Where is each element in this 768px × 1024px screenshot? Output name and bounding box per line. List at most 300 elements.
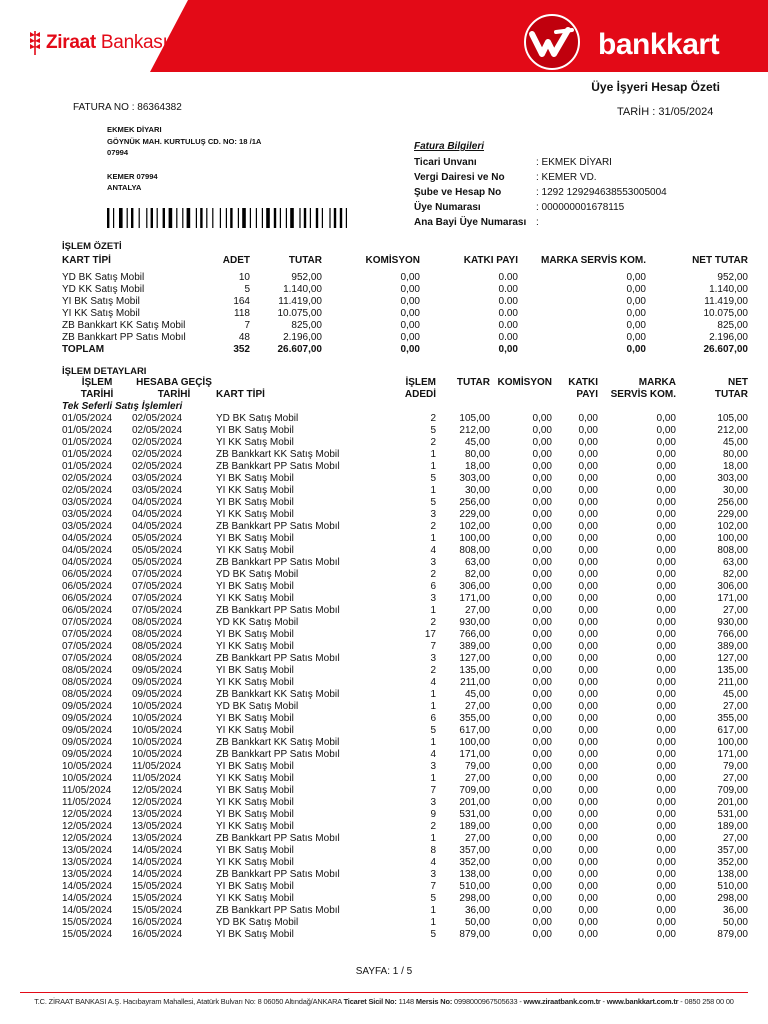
summary-row — [62, 320, 748, 332]
detail-cell: 16/05/2024 — [132, 929, 183, 940]
detail-cell: 0,00 — [656, 569, 676, 580]
detail-cell: 100,00 — [717, 533, 748, 544]
table-row — [62, 713, 748, 725]
page-title: Üye İşyeri Hesap Özeti — [591, 80, 720, 94]
detail-cell: 0,00 — [578, 425, 598, 436]
table-row — [62, 785, 748, 797]
detail-cell: YI BK Satış Mobil — [216, 929, 294, 940]
detail-cell: 0,00 — [578, 725, 598, 736]
address-line: 07994 — [107, 148, 129, 157]
detail-cell: 709,00 — [459, 785, 490, 796]
detail-cell: 0,00 — [532, 605, 552, 616]
col-header: KART TİPİ — [62, 255, 111, 266]
detail-cell: 50,00 — [464, 917, 490, 928]
table-row — [62, 677, 748, 689]
detail-cell: 510,00 — [459, 881, 490, 892]
detail-cell: 171,00 — [459, 593, 490, 604]
table-row — [62, 749, 748, 761]
detail-cell: 808,00 — [717, 545, 748, 556]
detail-cell: 0,00 — [656, 473, 676, 484]
detail-cell: YI KK Satış Mobil — [216, 593, 294, 604]
detail-cell: 04/05/2024 — [62, 545, 113, 556]
detail-cell: 13/05/2024 — [62, 845, 113, 856]
detail-cell: 0,00 — [532, 533, 552, 544]
detail-cell: 8 — [430, 845, 436, 856]
summary-cell: 0.00 — [498, 272, 518, 283]
detail-cell: 0,00 — [578, 773, 598, 784]
detail-cell: 10/05/2024 — [132, 749, 183, 760]
table-row — [62, 413, 748, 425]
detail-cell: 27,00 — [722, 605, 748, 616]
table-row — [62, 605, 748, 617]
detail-cell: 138,00 — [717, 869, 748, 880]
table-row — [62, 905, 748, 917]
bank-name: Ziraat Bankası — [46, 32, 168, 53]
detail-cell: 27,00 — [464, 605, 490, 616]
table-row — [62, 761, 748, 773]
barcode — [107, 208, 367, 228]
detail-cell: 10/05/2024 — [132, 737, 183, 748]
detail-cell: 02/05/2024 — [132, 461, 183, 472]
bank-website-link[interactable]: www.ziraatbank.com.tr — [523, 997, 601, 1006]
detail-cell: 0,00 — [578, 521, 598, 532]
detail-cell: 303,00 — [459, 473, 490, 484]
detail-cell: 0,00 — [656, 581, 676, 592]
detail-cell: 07/05/2024 — [62, 629, 113, 640]
detail-cell: YI KK Satış Mobil — [216, 437, 294, 448]
info-row: Ana Bayi Üye Numarası : — [414, 217, 539, 228]
table-row — [62, 893, 748, 905]
detail-cell: 02/05/2024 — [132, 449, 183, 460]
col-header: KOMİSYON — [365, 255, 420, 266]
detail-cell: 0,00 — [578, 845, 598, 856]
detail-cell: 82,00 — [722, 569, 748, 580]
summary-cell: 10.075,00 — [703, 308, 748, 319]
detail-cell: YD BK Satış Mobil — [216, 569, 299, 580]
col-header: TUTAR — [456, 377, 490, 388]
detail-cell: 352,00 — [717, 857, 748, 868]
detail-cell: ZB Bankkart PP Satıs Mobıl — [216, 869, 340, 880]
table-row — [62, 545, 748, 557]
detail-cell: 127,00 — [717, 653, 748, 664]
detail-cell: 0,00 — [578, 869, 598, 880]
col-header: NET TUTAR — [692, 255, 748, 266]
detail-cell: 0,00 — [656, 773, 676, 784]
detail-cell: 105,00 — [717, 413, 748, 424]
detail-cell: 0,00 — [532, 845, 552, 856]
detail-cell: 709,00 — [717, 785, 748, 796]
detail-cell: 0,00 — [656, 677, 676, 688]
detail-cell: 0,00 — [656, 641, 676, 652]
detail-cell: 01/05/2024 — [62, 449, 113, 460]
detail-cell: YI BK Satış Mobil — [216, 425, 294, 436]
detail-cell: YI BK Satış Mobil — [216, 473, 294, 484]
detail-cell: 07/05/2024 — [62, 653, 113, 664]
table-row — [62, 689, 748, 701]
detail-cell: ZB Bankkart PP Satıs Mobıl — [216, 905, 340, 916]
detail-cell: 0,00 — [532, 617, 552, 628]
detail-cell: 0,00 — [578, 461, 598, 472]
col-header: HESABA GEÇİŞ TARİHİ — [136, 377, 212, 400]
detail-cell: 0,00 — [578, 485, 598, 496]
detail-cell: 09/05/2024 — [62, 701, 113, 712]
detail-cell: 100,00 — [459, 533, 490, 544]
detail-cell: 6 — [430, 581, 436, 592]
detail-cell: 0,00 — [532, 689, 552, 700]
detail-cell: 0,00 — [656, 533, 676, 544]
detail-cell: 298,00 — [717, 893, 748, 904]
detail-cell: YI KK Satış Mobil — [216, 485, 294, 496]
detail-cell: 1 — [430, 773, 436, 784]
wheat-icon — [28, 30, 42, 56]
detail-cell: 0,00 — [532, 593, 552, 604]
detail-cell: 0,00 — [532, 737, 552, 748]
detail-cell: 0,00 — [532, 473, 552, 484]
detail-cell: 1 — [430, 689, 436, 700]
detail-cell: 0,00 — [532, 809, 552, 820]
detail-cell: 36,00 — [722, 905, 748, 916]
detail-cell: 03/05/2024 — [132, 473, 183, 484]
detail-cell: YI KK Satış Mobil — [216, 893, 294, 904]
detail-cell: 0,00 — [578, 581, 598, 592]
detail-cell: 298,00 — [459, 893, 490, 904]
detail-cell: 09/05/2024 — [62, 749, 113, 760]
detail-cell: 27,00 — [722, 773, 748, 784]
table-row — [62, 569, 748, 581]
detail-cell: 07/05/2024 — [132, 569, 183, 580]
detail-cell: 12/05/2024 — [132, 785, 183, 796]
detail-cell: 105,00 — [459, 413, 490, 424]
summary-cell: 825,00 — [291, 320, 322, 331]
detail-cell: 355,00 — [717, 713, 748, 724]
detail-cell: 27,00 — [464, 701, 490, 712]
detail-cell: 0,00 — [656, 509, 676, 520]
detail-cell: 03/05/2024 — [62, 521, 113, 532]
detail-cell: 189,00 — [459, 821, 490, 832]
detail-cell: YD KK Satış Mobil — [216, 617, 299, 628]
detail-cell: 14/05/2024 — [62, 905, 113, 916]
summary-header — [62, 255, 748, 267]
detail-cell: 12/05/2024 — [62, 821, 113, 832]
detail-cell: 3 — [430, 761, 436, 772]
detail-cell: 0,00 — [532, 665, 552, 676]
detail-cell: YI BK Satış Mobil — [216, 761, 294, 772]
detail-cell: 0,00 — [532, 485, 552, 496]
detail-cell: 0,00 — [656, 917, 676, 928]
detail-cell: YI KK Satış Mobil — [216, 725, 294, 736]
summary-cell: 0.00 — [498, 320, 518, 331]
detail-cell: 08/05/2024 — [62, 689, 113, 700]
detail-cell: 617,00 — [459, 725, 490, 736]
detail-cell: 0,00 — [656, 617, 676, 628]
table-row — [62, 485, 748, 497]
table-row — [62, 917, 748, 929]
detail-cell: 2 — [430, 665, 436, 676]
detail-cell: 09/05/2024 — [132, 677, 183, 688]
detail-cell: 9 — [430, 809, 436, 820]
detail-cell: 0,00 — [578, 629, 598, 640]
bankkart-wordmark: bankkart — [598, 28, 720, 61]
summary-cell: YD BK Satış Mobil — [62, 272, 145, 283]
detail-cell: 0,00 — [532, 581, 552, 592]
detail-cell: 171,00 — [459, 749, 490, 760]
detail-cell: 11/05/2024 — [132, 773, 182, 784]
detail-cell: 306,00 — [717, 581, 748, 592]
detail-cell: 0,00 — [656, 809, 676, 820]
detail-cell: 930,00 — [459, 617, 490, 628]
detail-cell: 0,00 — [578, 545, 598, 556]
detail-cell: YI BK Satış Mobil — [216, 713, 294, 724]
detail-cell: 11/05/2024 — [62, 797, 112, 808]
detail-cell: 5 — [430, 929, 436, 940]
detail-cell: YI BK Satış Mobil — [216, 629, 294, 640]
detail-cell: 02/05/2024 — [62, 473, 113, 484]
detail-cell: 0,00 — [578, 437, 598, 448]
detail-cell: 14/05/2024 — [132, 845, 183, 856]
detail-cell: 07/05/2024 — [132, 593, 183, 604]
detail-cell: 08/05/2024 — [132, 617, 183, 628]
detail-cell: 1 — [430, 917, 436, 928]
detail-cell: 0,00 — [578, 881, 598, 892]
detail-cell: 879,00 — [459, 929, 490, 940]
detail-cell: 07/05/2024 — [62, 617, 113, 628]
summary-cell: TOPLAM — [62, 344, 105, 355]
detail-cell: 0,00 — [578, 605, 598, 616]
detail-cell: 0,00 — [578, 737, 598, 748]
detail-cell: 15/05/2024 — [62, 929, 113, 940]
summary-table — [62, 255, 748, 356]
summary-cell: 0,00 — [400, 344, 420, 355]
detail-cell: 0,00 — [578, 533, 598, 544]
detail-cell: 879,00 — [717, 929, 748, 940]
col-header: KART TİPİ — [216, 389, 265, 400]
detail-cell: 13/05/2024 — [62, 857, 113, 868]
table-row — [62, 497, 748, 509]
summary-cell: 0,00 — [400, 272, 420, 283]
detail-cell: 3 — [430, 557, 436, 568]
detail-cell: 0,00 — [656, 701, 676, 712]
detail-cell: 4 — [430, 677, 436, 688]
detail-cell: 0,00 — [656, 449, 676, 460]
table-row — [62, 653, 748, 665]
detail-cell: 171,00 — [717, 749, 748, 760]
summary-cell: 0,00 — [626, 296, 646, 307]
summary-cell: 0,00 — [626, 320, 646, 331]
detail-cell: ZB Bankkart PP Satıs Mobıl — [216, 557, 340, 568]
summary-cell: 0,00 — [626, 284, 646, 295]
section-label: Tek Seferli Satış İşlemleri — [62, 401, 183, 412]
detail-cell: 0,00 — [578, 473, 598, 484]
detail-cell: 303,00 — [717, 473, 748, 484]
detail-cell: 0,00 — [578, 701, 598, 712]
detail-cell: 02/05/2024 — [62, 485, 113, 496]
table-row — [62, 773, 748, 785]
detail-cell: 0,00 — [578, 557, 598, 568]
detail-cell: 6 — [430, 713, 436, 724]
detail-cell: 0,00 — [532, 785, 552, 796]
detail-cell: YI KK Satış Mobil — [216, 545, 294, 556]
detail-cell: 100,00 — [717, 737, 748, 748]
detail-cell: 0,00 — [532, 449, 552, 460]
detail-cell: 18,00 — [722, 461, 748, 472]
detail-cell: 357,00 — [717, 845, 748, 856]
summary-cell: 10 — [238, 272, 250, 283]
detail-cell: 11/05/2024 — [62, 785, 112, 796]
summary-row — [62, 296, 748, 308]
summary-cell: 0,00 — [400, 308, 420, 319]
table-row — [62, 725, 748, 737]
detail-cell: 09/05/2024 — [62, 737, 113, 748]
detail-cell: 0,00 — [532, 521, 552, 532]
detail-cell: 08/05/2024 — [132, 641, 183, 652]
detail-cell: YI BK Satış Mobil — [216, 881, 294, 892]
summary-cell: 5 — [244, 284, 250, 295]
detail-cell: 13/05/2024 — [132, 833, 183, 844]
detail-cell: 06/05/2024 — [62, 581, 113, 592]
detail-cell: 201,00 — [717, 797, 748, 808]
detail-cell: 17 — [424, 629, 436, 640]
detail-cell: ZB Bankkart KK Satış Mobil — [216, 449, 340, 460]
col-header: İŞLEM ADEDİ — [404, 377, 436, 400]
summary-cell: 118 — [234, 308, 250, 319]
table-row — [62, 809, 748, 821]
detail-cell: 531,00 — [459, 809, 490, 820]
detail-cell: 808,00 — [459, 545, 490, 556]
detail-cell: 08/05/2024 — [62, 677, 113, 688]
summary-cell: 11.419,00 — [704, 296, 748, 307]
detail-cell: 0,00 — [578, 797, 598, 808]
detail-cell: 0,00 — [656, 893, 676, 904]
detail-cell: 13/05/2024 — [132, 821, 183, 832]
detail-cell: 0,00 — [532, 881, 552, 892]
summary-cell: 0,00 — [400, 296, 420, 307]
summary-cell: 11.419,00 — [278, 296, 322, 307]
detail-cell: 27,00 — [464, 773, 490, 784]
detail-cell: 1 — [430, 701, 436, 712]
detail-cell: 16/05/2024 — [132, 917, 183, 928]
detail-cell: 0,00 — [532, 905, 552, 916]
detail-cell: 06/05/2024 — [62, 569, 113, 580]
detail-cell: 5 — [430, 425, 436, 436]
detail-cell: 45,00 — [722, 689, 748, 700]
invoice-info-title: Fatura Bilgileri — [414, 141, 485, 152]
detail-cell: 0,00 — [532, 569, 552, 580]
detail-cell: 3 — [430, 797, 436, 808]
detail-cell: 45,00 — [722, 437, 748, 448]
summary-cell: 0,00 — [626, 272, 646, 283]
bankkart-website-link[interactable]: www.bankkart.com.tr — [606, 997, 679, 1006]
detail-cell: 03/05/2024 — [62, 509, 113, 520]
detail-cell: 0,00 — [656, 665, 676, 676]
detail-cell: ZB Bankkart PP Satıs Mobıl — [216, 749, 340, 760]
detail-cell: 0,00 — [578, 569, 598, 580]
summary-cell: 1.140,00 — [709, 284, 748, 295]
table-row — [62, 737, 748, 749]
summary-cell: 2.196,00 — [709, 332, 748, 343]
col-header: İŞLEM TARİHİ — [80, 377, 114, 400]
detail-cell: 0,00 — [656, 725, 676, 736]
summary-cell: ZB Bankkart KK Satış Mobil — [62, 320, 186, 331]
detail-cell: 30,00 — [464, 485, 490, 496]
detail-cell: 10/05/2024 — [132, 725, 183, 736]
detail-cell: 0,00 — [656, 425, 676, 436]
detail-cell: 1 — [430, 461, 436, 472]
detail-cell: 05/05/2024 — [132, 557, 183, 568]
detail-cell: 0,00 — [532, 833, 552, 844]
detail-cell: 0,00 — [532, 413, 552, 424]
address-line: EKMEK DİYARI — [107, 125, 162, 134]
detail-cell: 135,00 — [717, 665, 748, 676]
detail-cell: 352,00 — [459, 857, 490, 868]
detail-cell: 0,00 — [656, 629, 676, 640]
detail-cell: 15/05/2024 — [132, 905, 183, 916]
detail-cell: 05/05/2024 — [132, 533, 183, 544]
summary-cell: 7 — [244, 320, 250, 331]
summary-row — [62, 284, 748, 296]
ziraat-logo — [28, 30, 167, 56]
detail-cell: 5 — [430, 893, 436, 904]
detail-cell: 0,00 — [656, 557, 676, 568]
detail-cell: 04/05/2024 — [62, 533, 113, 544]
detail-cell: 2 — [430, 617, 436, 628]
detail-cell: 06/05/2024 — [62, 605, 113, 616]
detail-cell: 04/05/2024 — [132, 509, 183, 520]
detail-cell: 63,00 — [464, 557, 490, 568]
detail-cell: ZB Bankkart KK Satış Mobil — [216, 689, 340, 700]
address-line: GÖYNÜK MAH. KURTULUŞ CD. NO: 18 /1A — [107, 136, 262, 146]
detail-cell: 0,00 — [532, 461, 552, 472]
detail-cell: 11/05/2024 — [132, 761, 182, 772]
table-row — [62, 845, 748, 857]
table-row — [62, 521, 748, 533]
summary-cell: 10.075,00 — [277, 308, 322, 319]
summary-title: İŞLEM ÖZETİ — [62, 241, 122, 252]
detail-cell: 0,00 — [656, 737, 676, 748]
summary-cell: YD KK Satış Mobil — [62, 284, 145, 295]
detail-cell: 12/05/2024 — [62, 809, 113, 820]
table-row — [62, 461, 748, 473]
detail-cell: 04/05/2024 — [62, 557, 113, 568]
detail-cell: 07/05/2024 — [62, 641, 113, 652]
table-row — [62, 665, 748, 677]
detail-cell: 0,00 — [578, 785, 598, 796]
detail-cell: 0,00 — [532, 713, 552, 724]
footer-divider — [20, 992, 748, 993]
detail-cell: 256,00 — [717, 497, 748, 508]
detail-cell: 0,00 — [578, 905, 598, 916]
detail-cell: YI KK Satış Mobil — [216, 677, 294, 688]
detail-cell: 2 — [430, 821, 436, 832]
detail-cell: 0,00 — [578, 677, 598, 688]
detail-cell: 0,00 — [578, 617, 598, 628]
detail-cell: 138,00 — [459, 869, 490, 880]
detail-cell: 36,00 — [464, 905, 490, 916]
col-header: TUTAR — [288, 255, 322, 266]
detail-cell: 201,00 — [459, 797, 490, 808]
detail-cell: 135,00 — [459, 665, 490, 676]
detail-cell: 211,00 — [460, 677, 490, 688]
detail-cell: 10/05/2024 — [132, 713, 183, 724]
detail-cell: 7 — [430, 881, 436, 892]
detail-cell: 0,00 — [656, 605, 676, 616]
detail-cell: 930,00 — [717, 617, 748, 628]
table-row — [62, 437, 748, 449]
table-row — [62, 473, 748, 485]
table-row — [62, 857, 748, 869]
summary-cell: 0.00 — [498, 296, 518, 307]
detail-cell: 7 — [430, 785, 436, 796]
summary-cell: YI BK Satış Mobil — [62, 296, 140, 307]
